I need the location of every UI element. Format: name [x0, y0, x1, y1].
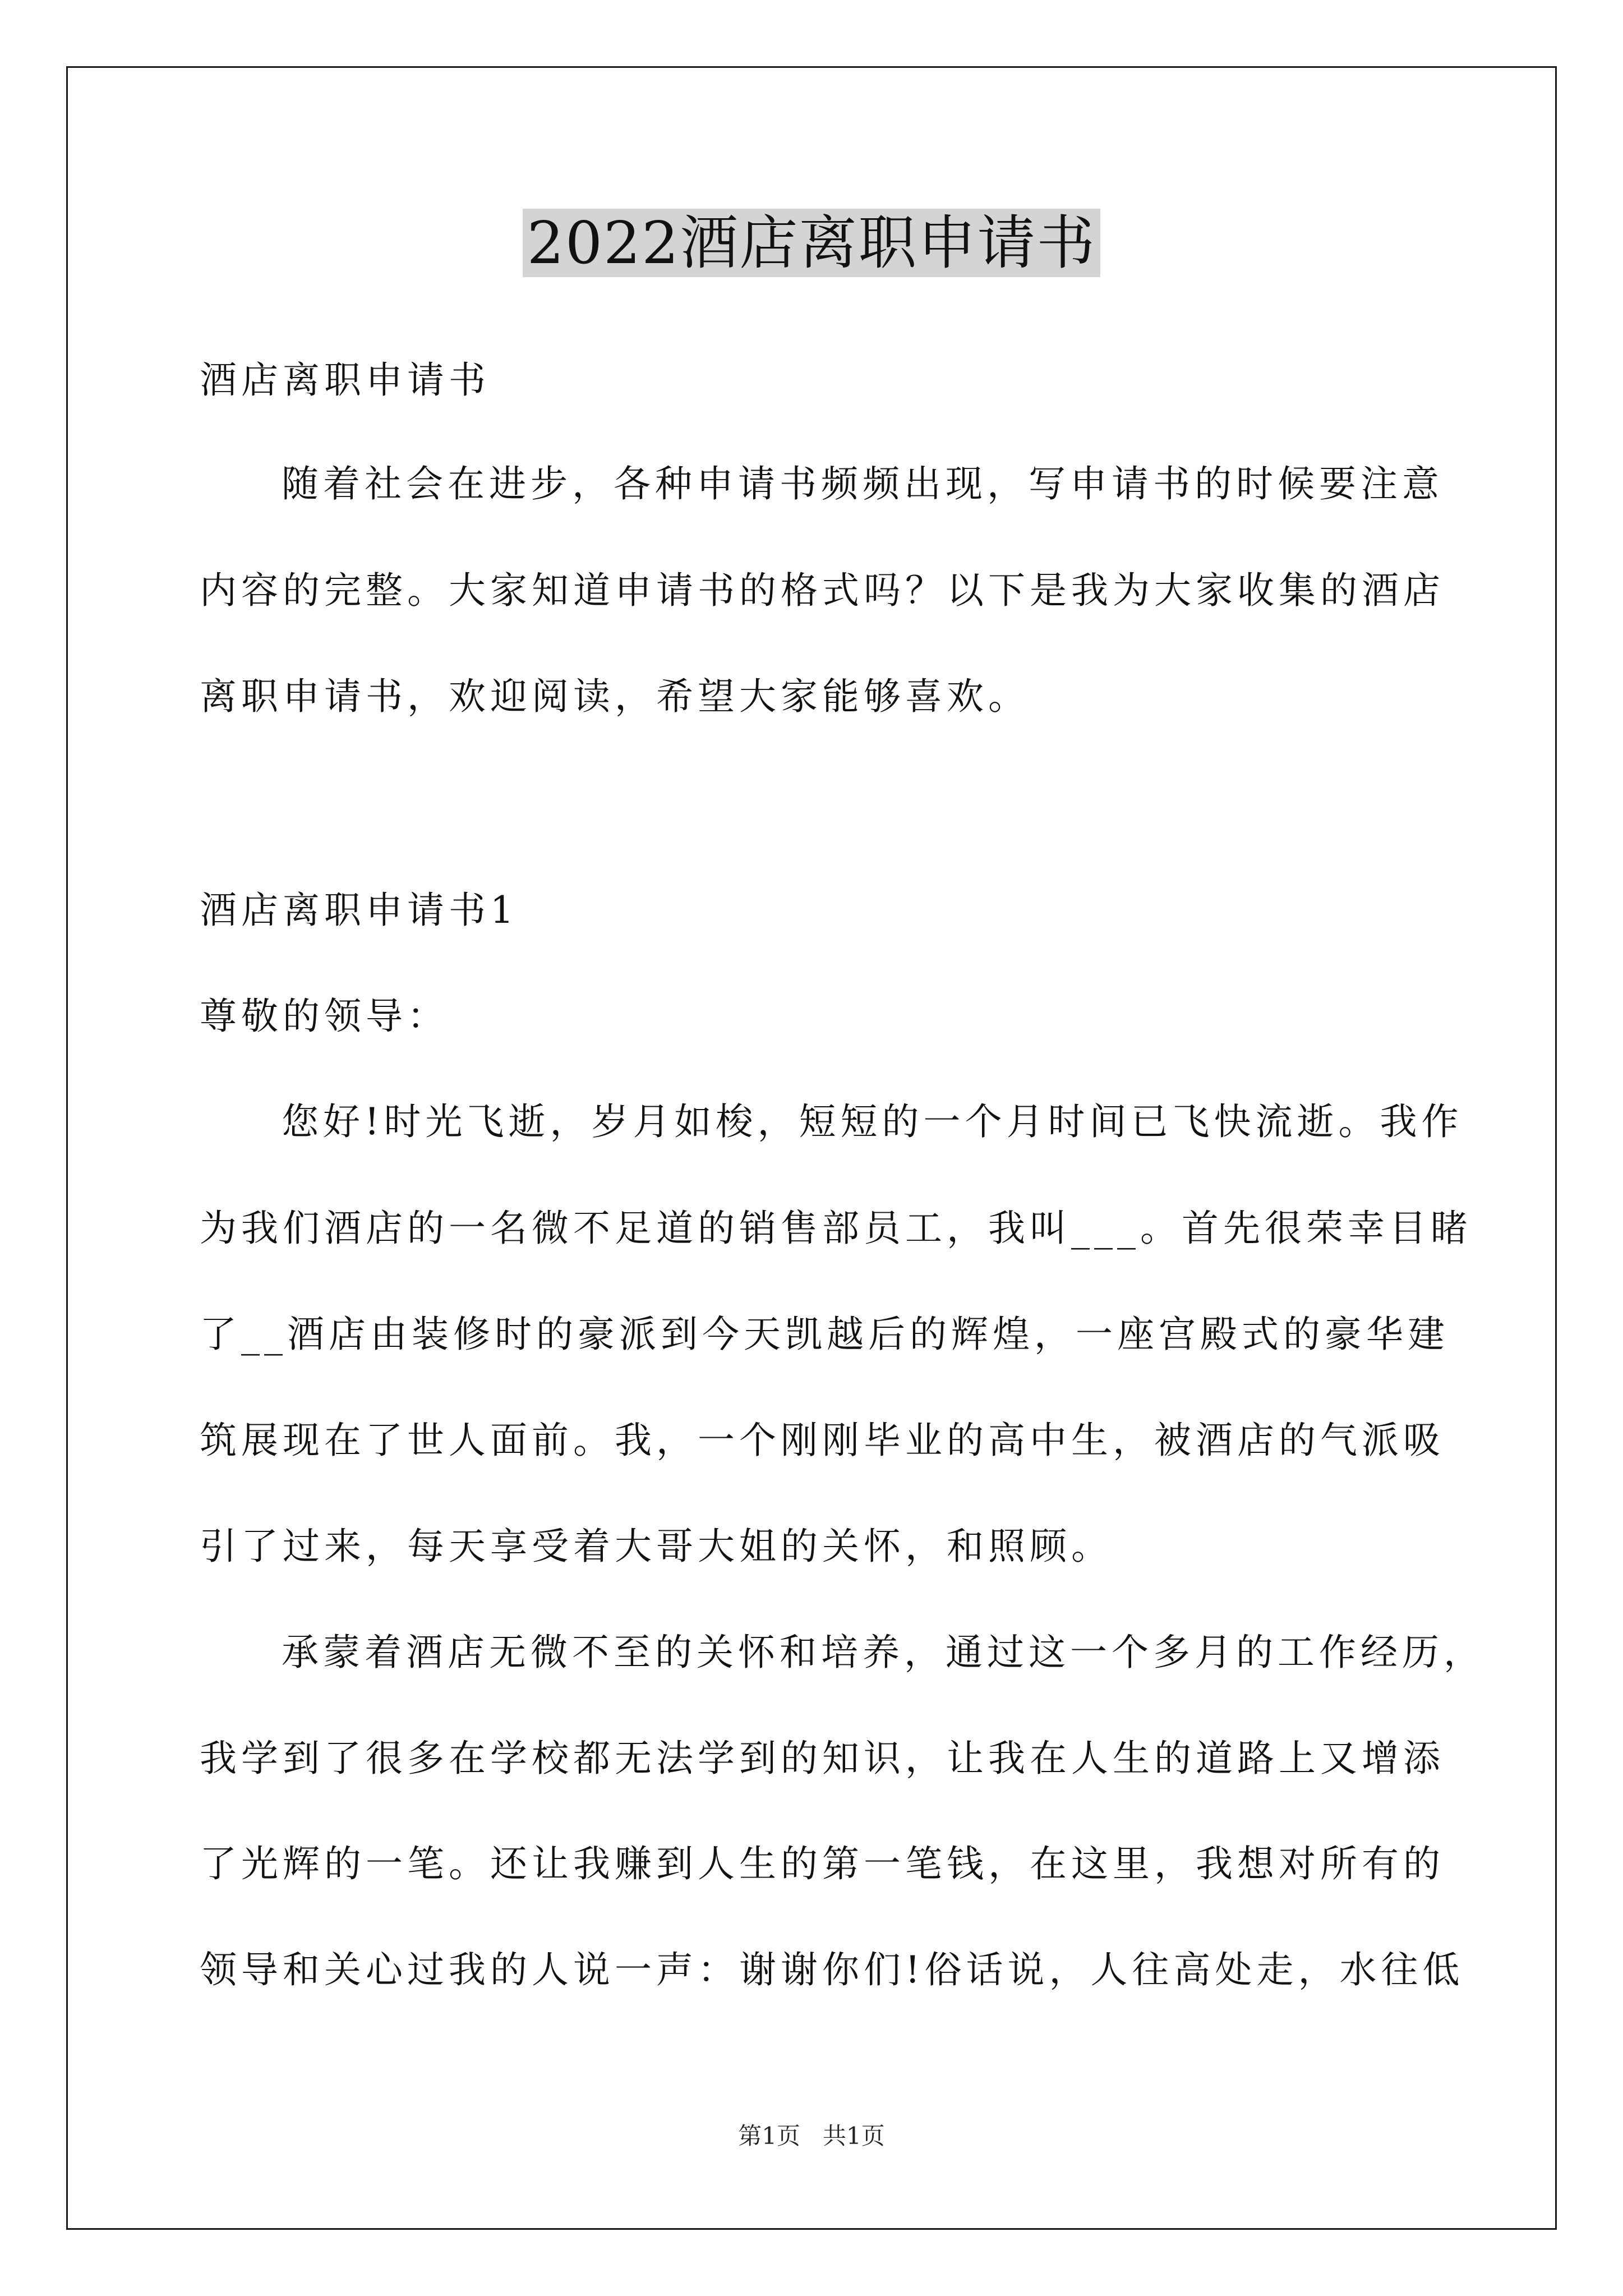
body-line: 引了过来，每天享受着大哥大姐的关怀，和照顾。: [200, 1525, 1113, 1568]
section-heading: 酒店离职申请书1: [200, 889, 518, 932]
page-number-total: 共1页: [823, 2122, 885, 2150]
body-line: 您好!时光飞逝，岁月如梭，短短的一个月时间已飞快流逝。我作: [282, 1100, 1463, 1143]
body-line: 承蒙着酒店无微不至的关怀和培养，通过这一个多月的工作经历，: [282, 1631, 1485, 1674]
body-line: 离职申请书，欢迎阅读，希望大家能够喜欢。: [200, 675, 1030, 718]
salutation: 尊敬的领导：: [200, 995, 449, 1038]
title-text: 2022酒店离职申请书: [523, 209, 1101, 277]
body-line: 了光辉的一笔。还让我赚到人生的第一笔钱，在这里，我想对所有的: [200, 1842, 1445, 1885]
page-footer: [0, 2119, 1623, 2153]
body-line: 为我们酒店的一名微不足道的销售部员工，我叫___。首先很荣幸目睹: [200, 1207, 1472, 1250]
body-line: 我学到了很多在学校都无法学到的知识，让我在人生的道路上又增添: [200, 1737, 1445, 1780]
page-number-current: 第1页: [738, 2122, 800, 2150]
body-line: 领导和关心过我的人说一声：谢谢你们!俗话说，人往高处走，水往低: [200, 1948, 1464, 1991]
body-line: 随着社会在进步，各种申请书频频出现，写申请书的时候要注意: [282, 462, 1444, 505]
body-line: 酒店离职申请书: [200, 358, 490, 402]
body-line: 筑展现在了世人面前。我，一个刚刚毕业的高中生，被酒店的气派吸: [200, 1419, 1445, 1462]
body-line: 了__酒店由装修时的豪派到今天凯越后的辉煌，一座宫殿式的豪华建: [200, 1313, 1449, 1356]
document-title: [0, 206, 1623, 279]
body-line: 内容的完整。大家知道申请书的格式吗？以下是我为大家收集的酒店: [200, 569, 1445, 612]
